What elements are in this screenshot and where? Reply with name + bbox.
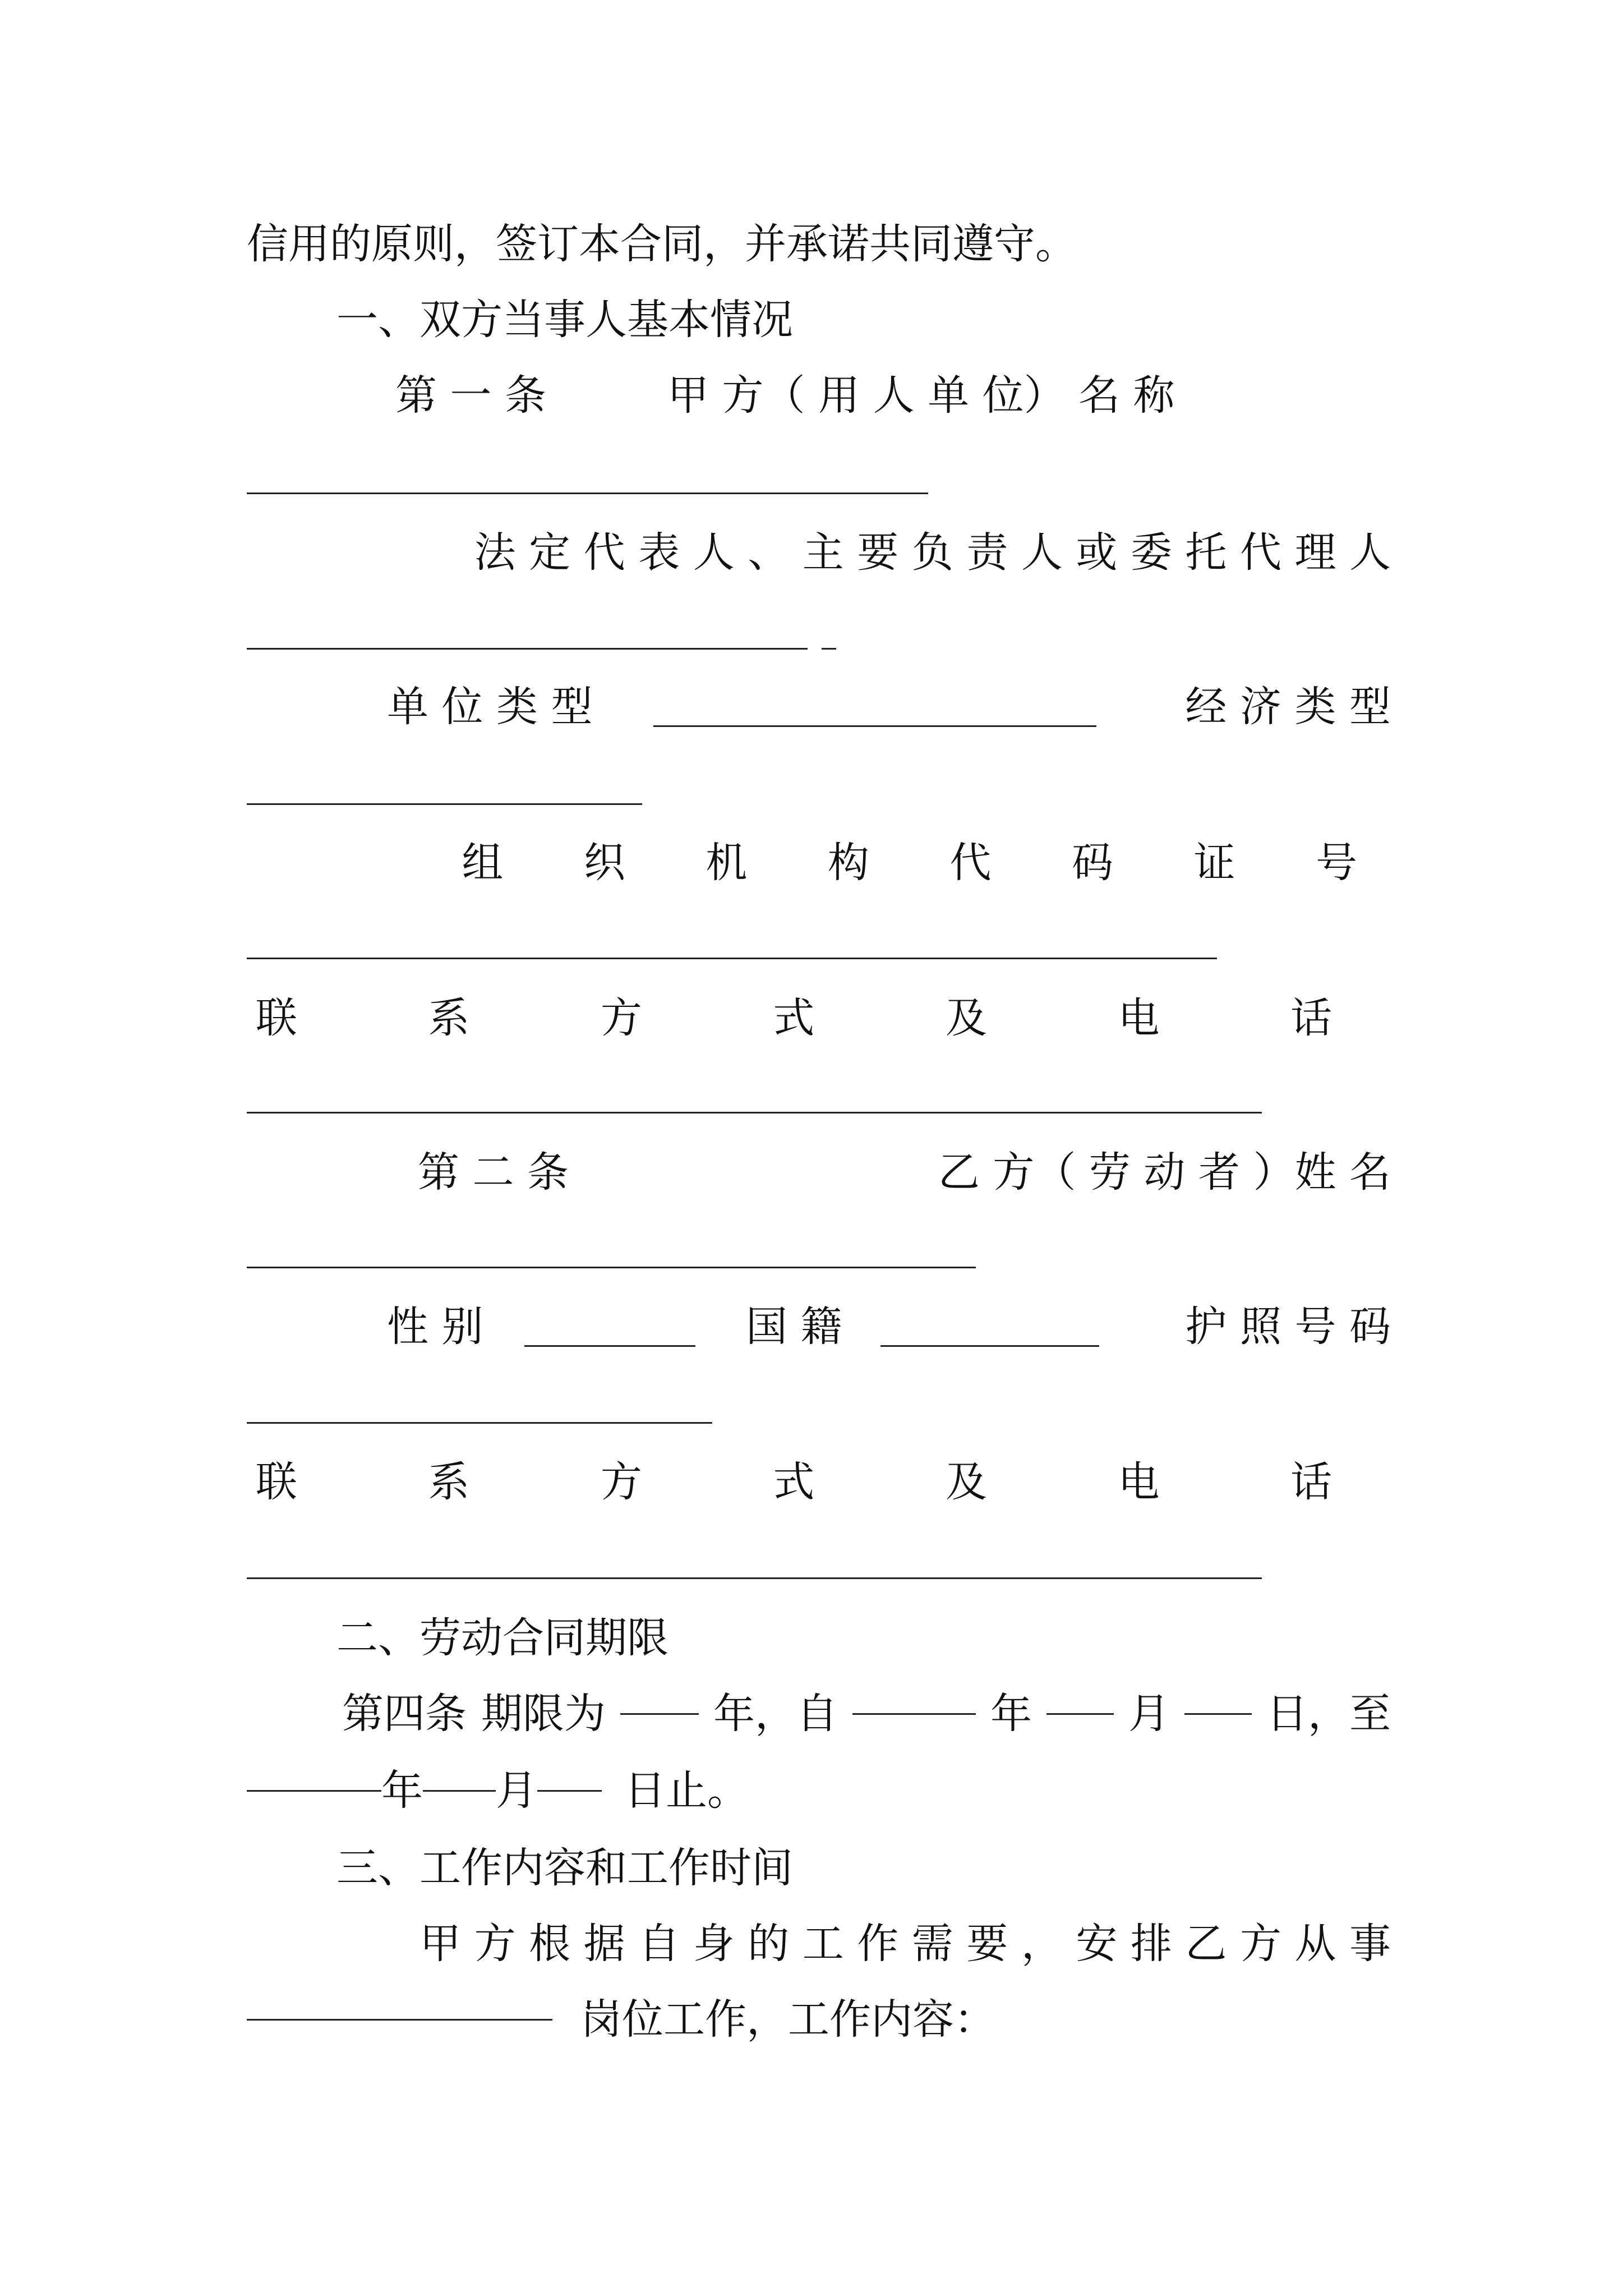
gender-label: 性 别 (387, 1303, 483, 1351)
article-4-label: 第四条 (342, 1690, 467, 1738)
nationality-blank[interactable] (880, 1345, 1099, 1347)
org-code-label: 组 织 机 构 代 码 证 号 (462, 839, 1391, 887)
passport-label: 护 照 号 码 (1185, 1303, 1391, 1351)
start-day-suffix: 日，至 (1266, 1690, 1391, 1738)
term-years-blank[interactable] (620, 1713, 699, 1715)
unit-type-blank[interactable] (653, 725, 1096, 727)
party-b-name-label: 乙 方（ 劳 动 者 ）姓 名 (938, 1148, 1391, 1197)
contact-2-label: 联 系 方 式 及 电 话 (255, 1458, 1391, 1506)
gender-blank[interactable] (524, 1345, 695, 1347)
section-2-heading: 二、劳动合同期限 (336, 1614, 668, 1662)
party-a-name-label: 甲 方（ 用 人 单 位） 名 称 (667, 371, 1175, 420)
legal-representative-blank-tail (822, 648, 836, 650)
party-a-name-blank[interactable] (247, 493, 928, 494)
post-line (247, 1991, 995, 2047)
nationality-label: 国 籍 (746, 1303, 842, 1351)
contact-2-blank[interactable] (247, 1577, 1262, 1579)
end-month-blank[interactable] (423, 1790, 496, 1792)
legal-representative-blank[interactable] (247, 648, 808, 650)
work-arrangement-text: 甲 方 根 据 自 身 的 工 作 需 要 ， 安 排 乙 方 从 事 (419, 1920, 1391, 1968)
start-year-label: 年，自 (713, 1690, 838, 1738)
start-year-suffix: 年 (990, 1690, 1032, 1738)
post-blank[interactable] (247, 2019, 552, 2021)
legal-representative-label: 法 定 代 表 人 、 主 要 负 责 人 或 委 托 代 理 人 (474, 528, 1391, 577)
economic-type-label: 经 济 类 型 (1185, 683, 1391, 731)
economic-type-blank[interactable] (247, 803, 642, 805)
section-1-heading: 一、双方当事人基本情况 (336, 296, 793, 344)
term-label: 期限为 (481, 1690, 606, 1738)
unit-type-label: 单 位 类 型 (387, 683, 593, 731)
start-month-suffix: 月 (1128, 1690, 1170, 1738)
party-b-name-blank[interactable] (247, 1267, 976, 1268)
article-1-party-a-name (667, 367, 1391, 424)
section-3-heading: 三、工作内容和工作时间 (336, 1844, 793, 1892)
end-month-suffix: 月 (496, 1766, 537, 1815)
passport-blank[interactable] (247, 1422, 712, 1424)
article-4-line (342, 1686, 1391, 1742)
contact-1-label: 联 系 方 式 及 电 话 (255, 994, 1391, 1042)
org-code-blank[interactable] (247, 958, 1217, 959)
article-2-label: 第 二 条 (418, 1148, 569, 1197)
article-1-label: 第 一 条 (395, 371, 547, 420)
intro-tail: 信用的原则，签订本合同，并承诺共同遵守。 (247, 220, 1077, 268)
post-label: 岗位工作，工作内容： (580, 1995, 995, 2044)
article-4-line-2 (247, 1763, 749, 1819)
start-year-blank[interactable] (852, 1713, 976, 1715)
end-year-blank[interactable] (247, 1790, 381, 1792)
end-year-suffix: 年 (381, 1766, 423, 1815)
start-day-blank[interactable] (1184, 1713, 1252, 1715)
end-day-suffix: 日止。 (624, 1766, 749, 1815)
contact-1-blank[interactable] (247, 1112, 1262, 1114)
start-month-blank[interactable] (1046, 1713, 1114, 1715)
end-day-blank[interactable] (537, 1790, 602, 1792)
